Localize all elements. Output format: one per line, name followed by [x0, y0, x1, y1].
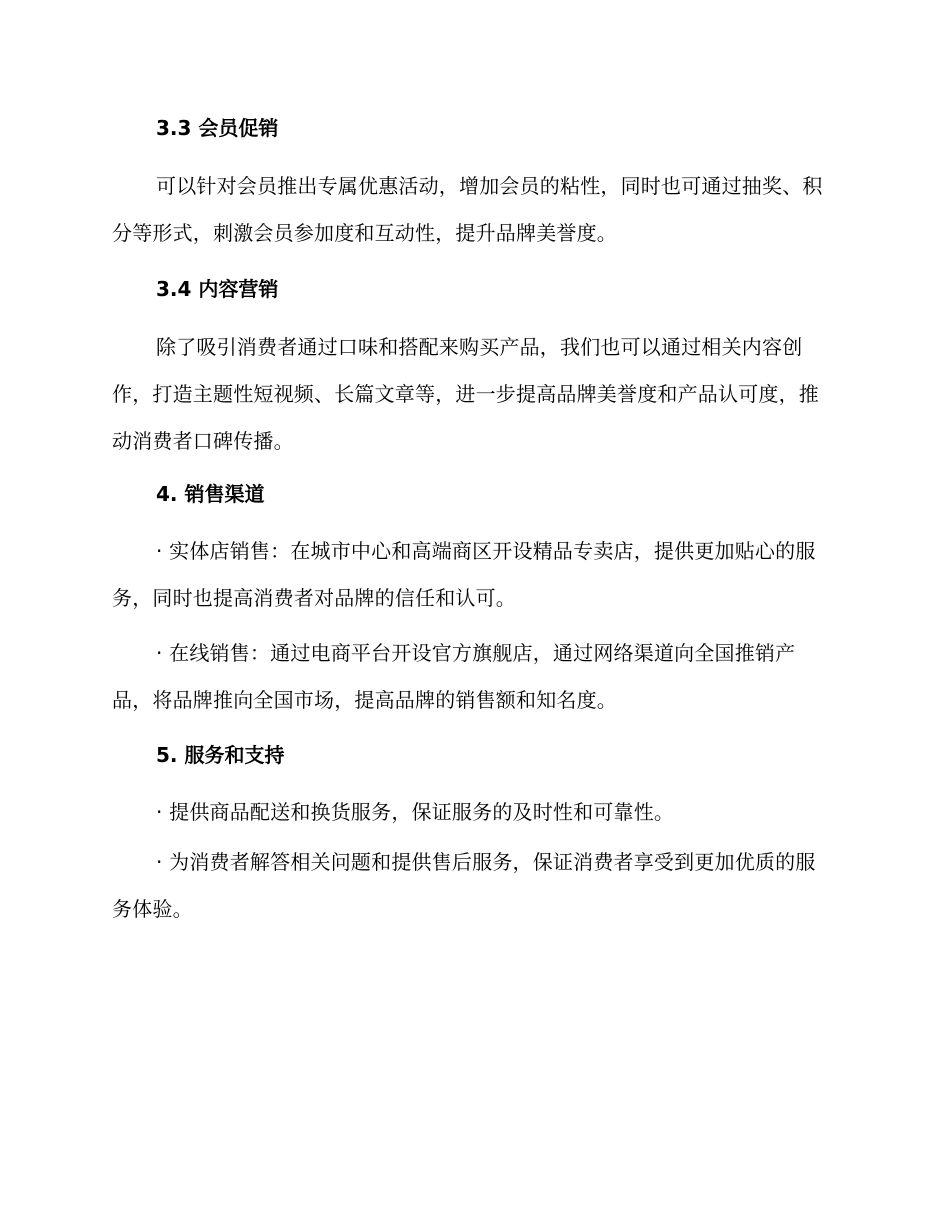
- paragraph-content-marketing: 除了吸引消费者通过口味和搭配来购买产品，我们也可以通过相关内容创作，打造主题性短视频、长篇文章等，进一步提高品牌美誉度和产品认可度，推动消费者口碑传播。: [112, 335, 819, 453]
- section-heading-3-4: 3.4 内容营销: [156, 277, 279, 301]
- paragraph-member-promotion: 可以针对会员推出专属优惠活动，增加会员的粘性，同时也可通过抽奖、积分等形式，刺激会员参加度和互动性，提升品牌美誉度。: [112, 174, 823, 245]
- section-heading-3-3: 3.3 会员促销: [156, 116, 279, 140]
- paragraph-online-sales: · 在线销售：通过电商平台开设官方旗舰店，通过网络渠道向全国推销产品，将品牌推向全国市场，提高品牌的销售额和知名度。: [112, 641, 796, 712]
- section-heading-4: 4. 销售渠道: [156, 482, 265, 506]
- paragraph-offline-sales: · 实体店销售：在城市中心和高端商区开设精品专卖店，提供更加贴心的服务，同时也提高消费者对品牌的信任和认可。: [112, 539, 816, 610]
- paragraph-delivery-service: · 提供商品配送和换货服务，保证服务的及时性和可靠性。: [156, 800, 675, 824]
- section-heading-5: 5. 服务和支持: [156, 743, 285, 767]
- paragraph-after-sales: · 为消费者解答相关问题和提供售后服务，保证消费者享受到更加优质的服务体验。: [112, 850, 816, 921]
